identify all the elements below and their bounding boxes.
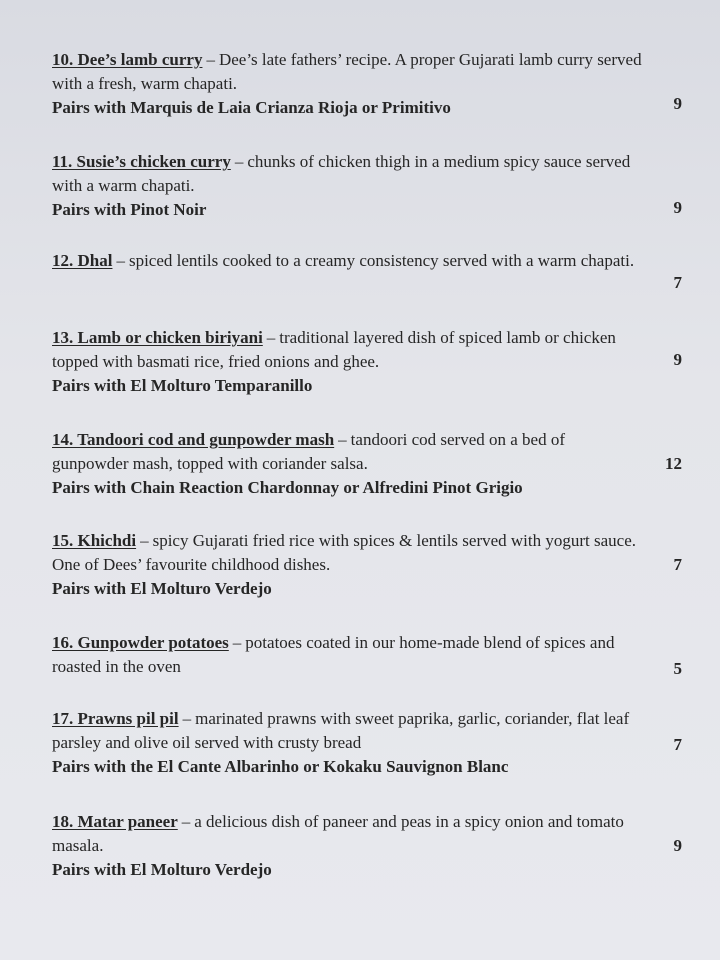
dash-separator: – <box>140 531 149 550</box>
dish-description: chunks of chicken thigh in a medium spicy sauce served with a warm chapati. <box>52 152 631 195</box>
dish-price: 5 <box>673 659 682 678</box>
dish-name: 18. Matar paneer <box>52 812 178 831</box>
dash-separator: – <box>182 709 192 728</box>
wine-pairing: Pairs with the El Cante Albarinho or Kokaku Sauvignon Blanc <box>52 757 509 776</box>
dish-name: 11. Susie’s chicken curry <box>52 152 231 171</box>
dish-price: 9 <box>673 198 682 217</box>
dish-description: a delicious dish of paneer and peas in a spicy onion and tomato masala. <box>52 812 624 855</box>
dish-name: 17. Prawns pil pil <box>52 709 179 728</box>
menu-item <box>52 326 682 398</box>
dish-description: spiced lentils cooked to a creamy consistency served with a warm chapati. <box>128 251 635 270</box>
dish-price: 12 <box>665 454 682 473</box>
dish-name: 13. Lamb or chicken biriyani <box>52 328 263 347</box>
dish-name: 10. Dee’s lamb curry <box>52 50 203 69</box>
menu-item <box>52 810 682 882</box>
dish-price: 7 <box>673 273 682 292</box>
wine-pairing: Pairs with El Molturo Temparanillo <box>52 376 313 395</box>
dish-name: 12. Dhal <box>52 251 113 270</box>
menu-item <box>52 631 682 679</box>
menu-item <box>52 48 682 120</box>
dish-name: 16. Gunpowder potatoes <box>52 633 229 652</box>
dish-description: potatoes coated in our home-made blend of spices and roasted in the oven <box>52 633 615 676</box>
dish-description: traditional layered dish of spiced lamb or chicken topped with basmati rice, fried onions and ghee. <box>52 328 616 371</box>
wine-pairing: Pairs with El Molturo Verdejo <box>52 860 272 879</box>
dash-separator: – <box>181 812 191 831</box>
dish-description: Dee’s late fathers’ recipe. A proper Gujarati lamb curry served with a fresh, warm chapati. <box>52 50 642 93</box>
wine-pairing: Pairs with Chain Reaction Chardonnay or Alfredini Pinot Grigio <box>52 478 523 497</box>
menu-item <box>52 707 682 779</box>
menu-item <box>52 529 682 601</box>
dish-description: tandoori cod served on a bed of gunpowder mash, topped with coriander salsa. <box>52 430 565 473</box>
dash-separator: – <box>234 152 244 171</box>
dish-name: 14. Tandoori cod and gunpowder mash <box>52 430 335 449</box>
menu-item <box>52 428 682 500</box>
wine-pairing: Pairs with Marquis de Laia Crianza Rioja or Primitivo <box>52 98 451 117</box>
dish-price: 7 <box>673 555 682 574</box>
dash-separator: – <box>206 50 215 69</box>
dish-name: 15. Khichdi <box>52 531 137 550</box>
dash-separator: – <box>116 251 125 270</box>
dish-description: spicy Gujarati fried rice with spices & lentils served with yogurt sauce. One of Dees’ favourite childhood dishes. <box>52 531 637 574</box>
dish-price: 9 <box>673 836 682 855</box>
dash-separator: – <box>232 633 242 652</box>
wine-pairing: Pairs with Pinot Noir <box>52 200 207 219</box>
dish-price: 9 <box>673 350 682 369</box>
wine-pairing: Pairs with El Molturo Verdejo <box>52 579 272 598</box>
dash-separator: – <box>266 328 276 347</box>
dash-separator: – <box>338 430 347 449</box>
dish-price: 7 <box>673 735 682 754</box>
menu-item <box>52 249 682 292</box>
menu-item <box>52 150 682 222</box>
dish-description: marinated prawns with sweet paprika, garlic, coriander, flat leaf parsley and olive oil served with crusty bread <box>52 709 630 752</box>
dish-price: 9 <box>673 94 682 113</box>
